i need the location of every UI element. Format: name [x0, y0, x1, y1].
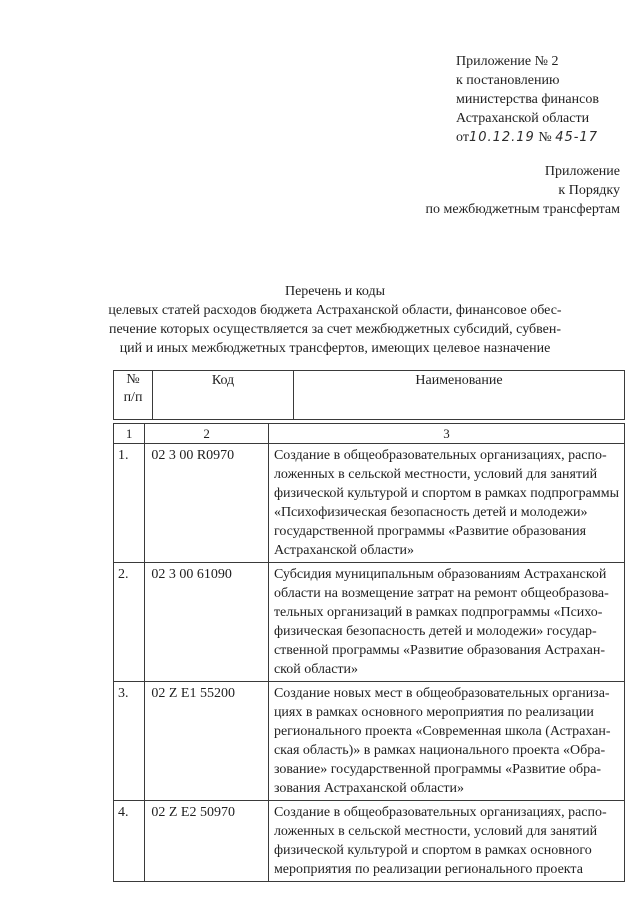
annex-order-line-3: по межбюджетным трансфертам [425, 202, 620, 217]
row-name-line: физической культурой и спортом в рамках основного [273, 843, 592, 858]
row-name-line: Субсидия муниципальным образованиям Астраханской [273, 567, 607, 582]
row-code: 02 3 00 61090 [145, 563, 269, 682]
annex-number-label: № [538, 130, 552, 145]
annex-main-line-4: Астраханской области [456, 111, 590, 126]
row-name-line: Создание новых мест в общеобразовательных организа- [273, 686, 610, 701]
row-code: 02 Z E1 55200 [145, 682, 269, 801]
table-row [114, 563, 625, 682]
column-number-3: 3 [268, 424, 624, 444]
row-name-line: ложенных в сельской местности, условий для занятий [273, 824, 598, 839]
title-line-2: целевых статей расходов бюджета Астраханской области, финансовое обес- [108, 303, 562, 318]
header-row [114, 371, 625, 420]
row-code: 02 Z E2 50970 [145, 801, 269, 882]
annex-order-block [426, 162, 620, 219]
column-number-row [114, 424, 625, 444]
row-name-line: тельных организаций в рамках подпрограммы «Психо- [273, 605, 603, 620]
header-name-cell: Наименование [294, 371, 625, 420]
row-name-line: ственной программы «Развитие образования Астрахан- [273, 643, 606, 658]
target-articles-table [113, 423, 625, 882]
table-row [114, 801, 625, 882]
row-name [268, 563, 624, 682]
row-name-line: физическая безопасность детей и молодежи» государ- [273, 624, 597, 639]
document-title [100, 282, 570, 358]
row-name-line: ской области» [273, 662, 359, 677]
header-num-cell [114, 371, 153, 420]
row-number: 3. [114, 682, 145, 801]
annex-order-line-2: к Порядку [558, 183, 620, 198]
row-name-line: государственной программы «Развитие образования [273, 524, 587, 539]
title-line-3: печение которых осуществляется за счет межбюджетных субсидий, субвен- [108, 322, 562, 337]
annex-main-block [456, 52, 599, 147]
row-name-line: физической культурой и спортом в рамках подпрограммы [273, 486, 619, 501]
annex-order-line-1: Приложение [544, 164, 620, 179]
row-number: 4. [114, 801, 145, 882]
table-row [114, 682, 625, 801]
row-name-line: циях в рамках основного мероприятия по реализации [273, 705, 594, 720]
row-name-line: зования Астраханской области» [273, 781, 465, 796]
row-name-line: Астраханской области» [273, 543, 415, 558]
row-name [268, 801, 624, 882]
row-name-line: ложенных в сельской местности, условий для занятий [273, 467, 598, 482]
annex-date-line [456, 128, 599, 147]
annex-date-prefix: от [456, 130, 469, 145]
row-name-line: Создание в общеобразовательных организациях, распо- [273, 448, 607, 463]
row-number: 2. [114, 563, 145, 682]
row-name [268, 682, 624, 801]
title-line-4: ций и иных межбюджетных трансфертов, имеющих целевое назначение [119, 341, 551, 356]
title-line-1: Перечень и коды [284, 284, 386, 299]
row-name [268, 444, 624, 563]
column-number-1: 1 [114, 424, 145, 444]
row-name-line: ская область)» в рамках национального проекта «Обра- [273, 743, 606, 758]
annex-main-line-1: Приложение № 2 [456, 54, 559, 69]
row-name-line: области на возмещение затрат на ремонт общеобразова- [273, 586, 609, 601]
row-name-line: регионального проекта «Современная школа (Астрахан- [273, 724, 611, 739]
header-code-cell: Код [153, 371, 294, 420]
column-number-2: 2 [145, 424, 269, 444]
row-code: 02 3 00 R0970 [145, 444, 269, 563]
annex-number-handwritten: 45-17 [555, 130, 598, 145]
header-num-symbol: № [126, 372, 140, 387]
table-row [114, 444, 625, 563]
row-name-line: зование» государственной программы «Развитие обра- [273, 762, 602, 777]
table-header [113, 370, 625, 420]
row-name-line: Создание в общеобразовательных организациях, распо- [273, 805, 607, 820]
header-num-abbrev: п/п [123, 390, 143, 405]
row-number: 1. [114, 444, 145, 563]
annex-main-line-3: министерства финансов [456, 92, 599, 107]
row-name-line: «Психофизическая безопасность детей и молодежи» [273, 505, 588, 520]
annex-main-line-2: к постановлению [456, 73, 560, 88]
row-name-line: мероприятия по реализации регионального проекта [273, 862, 583, 877]
annex-date-handwritten: 10.12.19 [468, 130, 535, 145]
